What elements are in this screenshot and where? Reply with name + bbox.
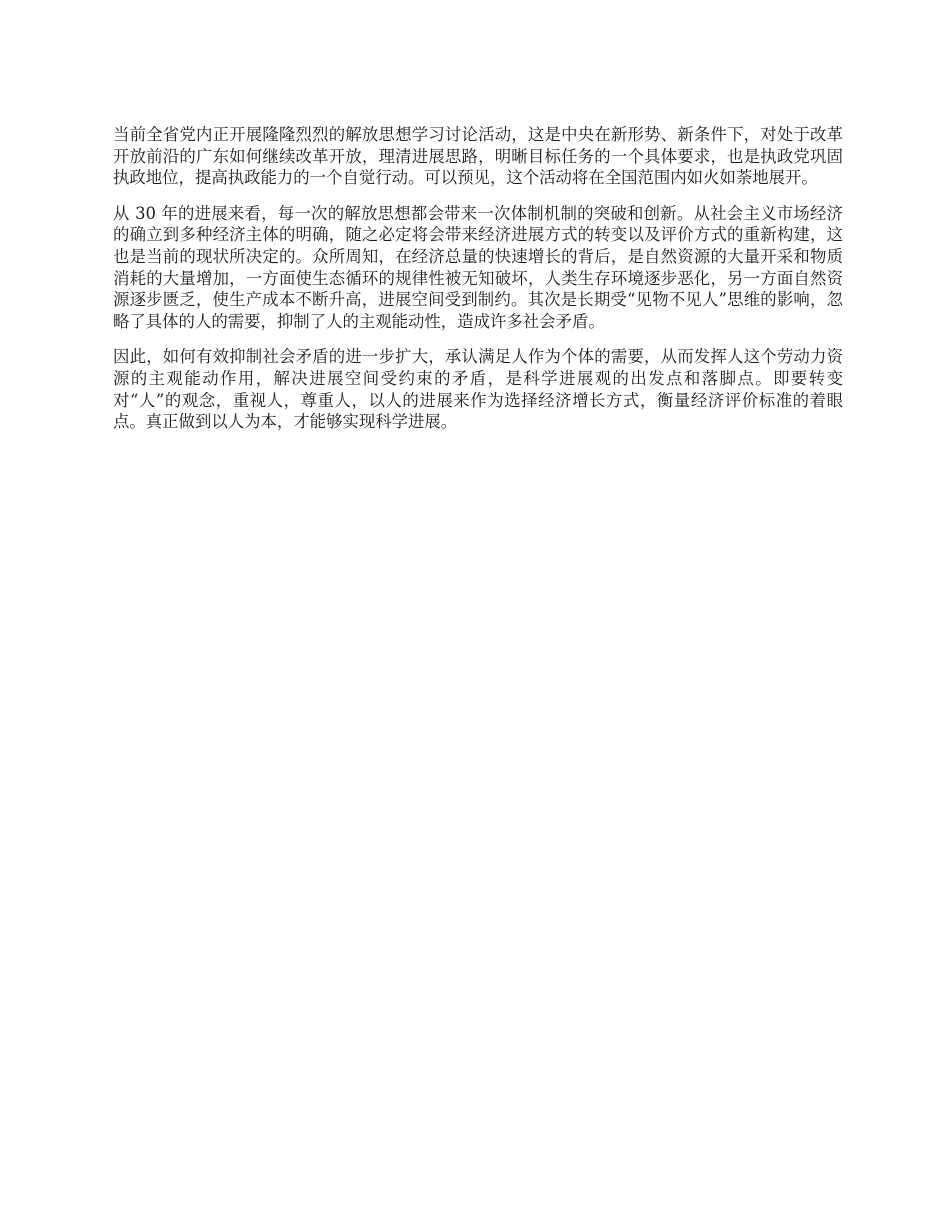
paragraph-3: 因此，如何有效抑制社会矛盾的进一步扩大，承认满足人作为个体的需要，从而发挥人这个劳动力资源的主观能动作用，解决进展空间受约束的矛盾，是科学进展观的出发点和落脚点。即要转变对“人”的观念，重视人，尊重人，以人的进展来作为选择经济增长方式，衡量经济评价标准的着眼点。真正做到以人为本，才能够实现科学进展。	[113, 347, 843, 432]
paragraph-2: 从 30 年的进展来看，每一次的解放思想都会带来一次体制机制的突破和创新。从社会主义市场经济的确立到多种经济主体的明确，随之必定将会带来经济进展方式的转变以及评价方式的重新构建，这也是当前的现状所决定的。众所周知，在经济总量的快速增长的背后，是自然资源的大量开采和物质消耗的大量增加，一方面使生态循环的规律性被无知破坏，人类生存环境逐步恶化，另一方面自然资源逐步匮乏，使生产成本不断升高，进展空间受到制约。其次是长期受“见物不见人”思维的影响，忽略了具体的人的需要，抑制了人的主观能动性，造成许多社会矛盾。	[113, 203, 843, 331]
paragraph-1: 当前全省党内正开展隆隆烈烈的解放思想学习讨论活动，这是中央在新形势、新条件下，对处于改革开放前沿的广东如何继续改革开放，理清进展思路，明晰目标任务的一个具体要求，也是执政党巩固执政地位，提高执政能力的一个自觉行动。可以预见，这个活动将在全国范围内如火如荼地展开。	[113, 125, 843, 188]
document-body	[113, 124, 843, 447]
